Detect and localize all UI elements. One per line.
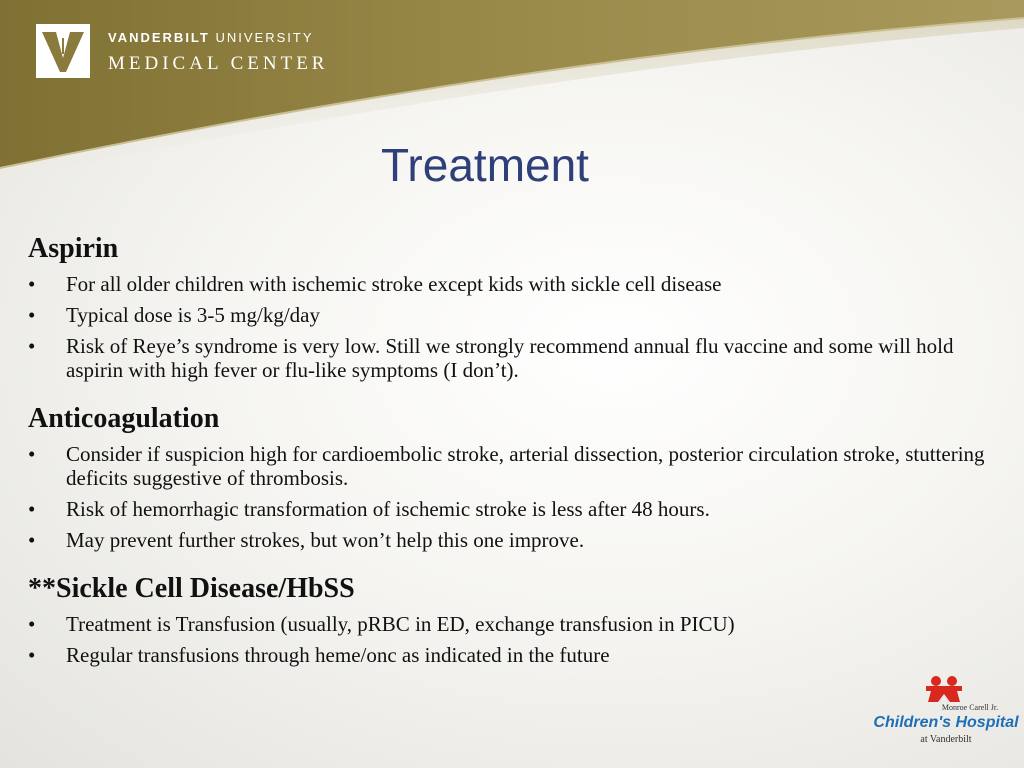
bullet-list	[28, 272, 988, 382]
bullet-text: Typical dose is 3-5 mg/kg/day	[66, 303, 320, 327]
oak-leaf-v-icon	[36, 24, 90, 78]
bullet-list	[28, 612, 988, 667]
list-item	[28, 528, 988, 552]
logo-line3: at Vanderbilt	[920, 734, 972, 745]
section-heading: Aspirin	[28, 233, 119, 264]
bullet-text: May prevent further strokes, but won’t help this one improve.	[66, 528, 585, 552]
bullet-icon: •	[28, 528, 36, 552]
bullet-text: Treatment is Transfusion (usually, pRBC in ED, exchange transfusion in PICU)	[66, 612, 735, 636]
section-sickle-cell	[28, 572, 988, 667]
bullet-text: For all older children with ischemic stroke except kids with sickle cell disease	[66, 272, 722, 296]
list-item	[28, 612, 988, 636]
list-item	[28, 497, 988, 521]
slide-title: Treatment	[381, 139, 589, 191]
org-name-rest: UNIVERSITY	[215, 30, 314, 45]
bullet-icon: •	[28, 497, 36, 521]
childrens-hospital-logo	[873, 672, 1019, 748]
slide-content	[28, 232, 988, 687]
bullet-icon: •	[28, 272, 36, 296]
bullet-text: Consider if suspicion high for cardioembolic stroke, arterial dissection, posterior circulation stroke, stuttering deficits suggestive of thrombosis.	[66, 442, 985, 490]
org-name-line2: MEDICAL CENTER	[108, 53, 329, 74]
bullet-icon: •	[28, 334, 36, 358]
bullet-text: Regular transfusions through heme/onc as indicated in the future	[66, 643, 610, 667]
bullet-icon: •	[28, 442, 36, 466]
bullet-icon: •	[28, 303, 36, 327]
section-anticoagulation	[28, 402, 988, 552]
org-name-line1	[108, 30, 314, 45]
bullet-text: Risk of Reye’s syndrome is very low. Still we strongly recommend annual flu vaccine and some will hold aspirin with high fever or flu-like symptoms (I don’t).	[66, 334, 954, 382]
bullet-icon: •	[28, 643, 36, 667]
org-name-bold: VANDERBILT	[108, 30, 210, 45]
list-item	[28, 442, 988, 490]
logo-line1: Monroe Carell Jr.	[941, 703, 999, 712]
bullet-text: Risk of hemorrhagic transformation of ischemic stroke is less after 48 hours.	[66, 497, 710, 521]
bullet-list	[28, 442, 988, 552]
paper-dolls-icon	[926, 676, 962, 702]
list-item	[28, 643, 988, 667]
bullet-icon: •	[28, 612, 36, 636]
logo-line2: Children's Hospital	[873, 714, 1019, 731]
section-heading: Anticoagulation	[28, 403, 220, 434]
section-aspirin	[28, 232, 988, 382]
list-item	[28, 272, 988, 296]
vanderbilt-logo	[36, 24, 90, 78]
list-item	[28, 303, 988, 327]
list-item	[28, 334, 988, 382]
section-heading: **Sickle Cell Disease/HbSS	[28, 573, 355, 604]
